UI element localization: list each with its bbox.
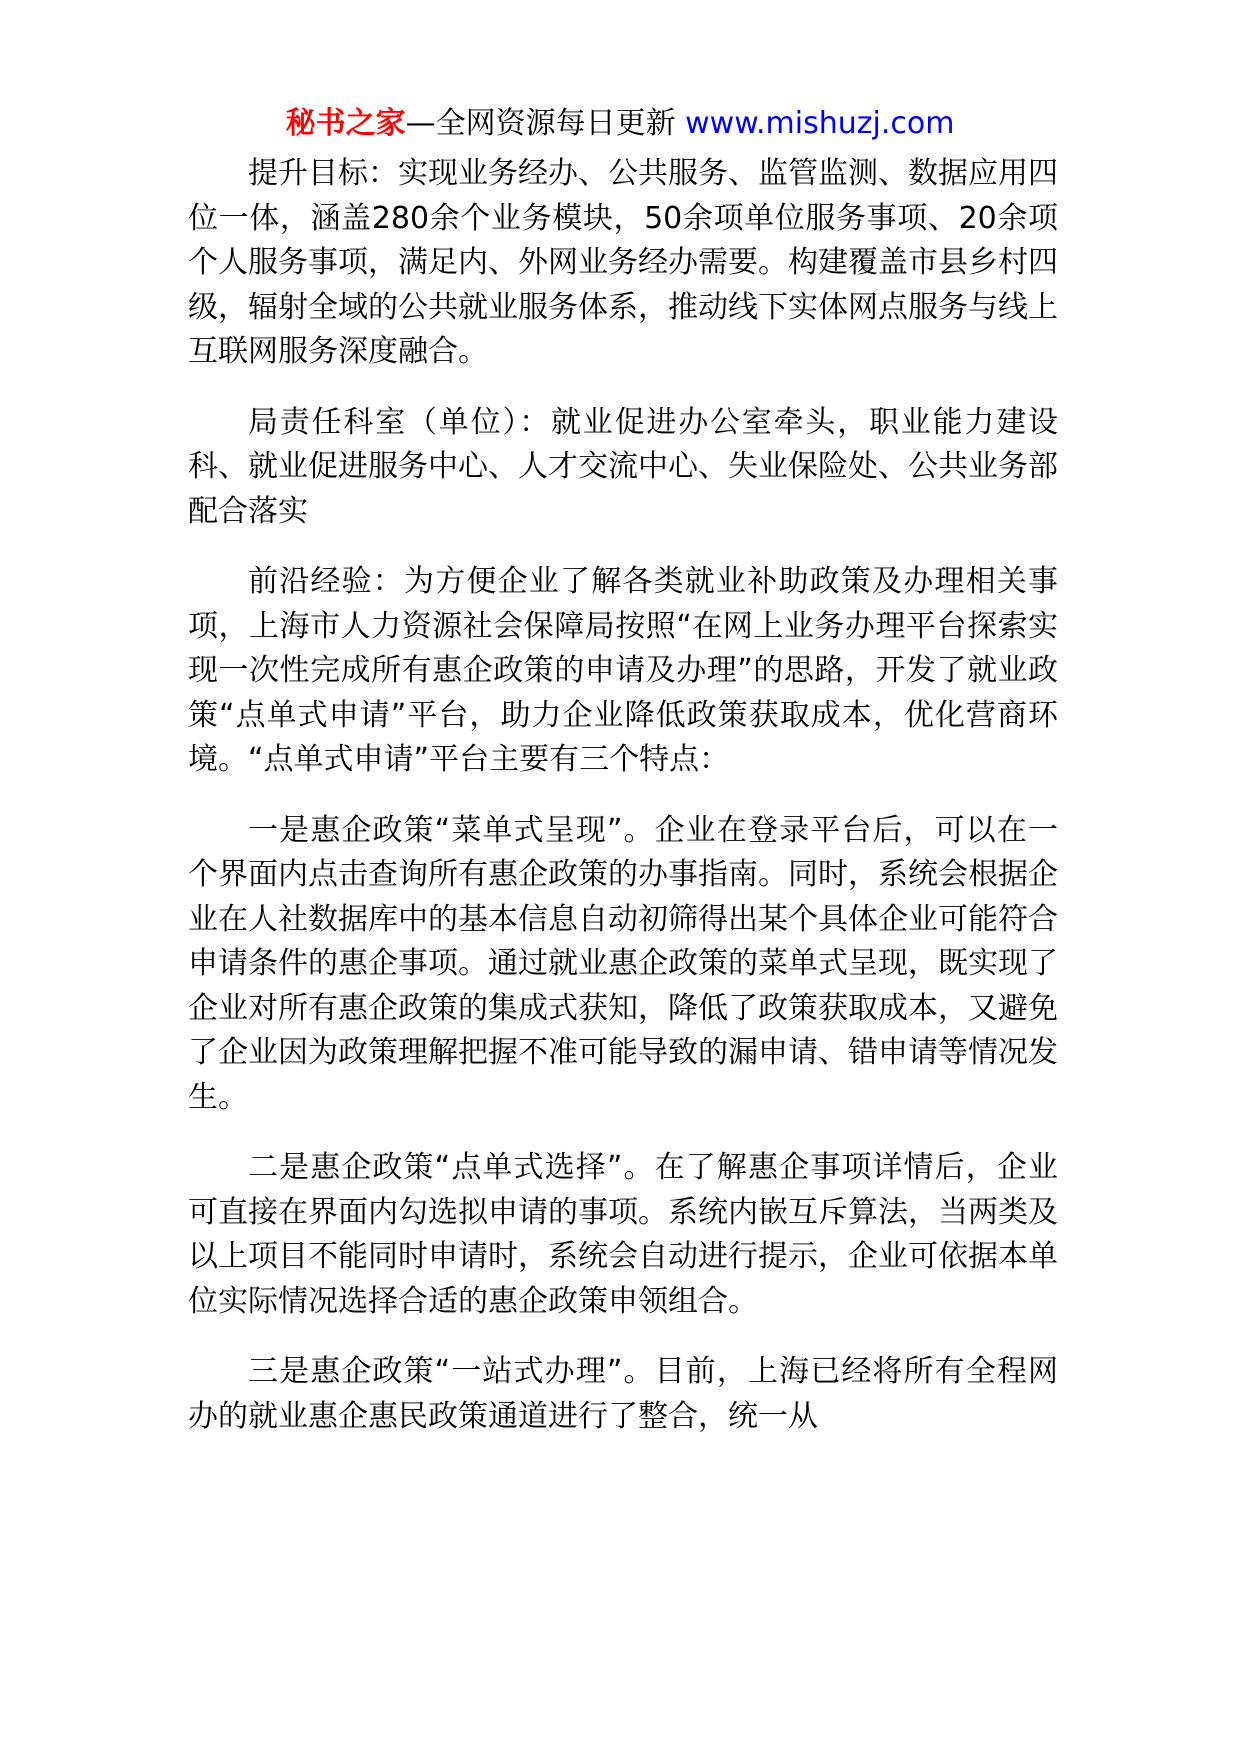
document-body	[188, 152, 1058, 1465]
paragraph-feature-three: 三是惠企政策“一站式办理”。目前，上海已经将所有全程网办的就业惠企惠民政策通道进行了整合，统一从	[188, 1354, 1058, 1434]
brand-name: 秘书之家	[285, 106, 406, 141]
paragraph-responsible-unit: 局责任科室（单位）：就业促进办公室牵头，职业能力建设科、就业促进服务中心、人才交流中心、失业保险处、公共业务部配合落实	[188, 404, 1058, 529]
site-url[interactable]: www.mishuzj.com	[685, 106, 955, 141]
header-tagline: —全网资源每日更新	[405, 106, 686, 141]
paragraph-goal: 提升目标：实现业务经办、公共服务、监管监测、数据应用四位一体，涵盖280余个业务模块，50余项单位服务事项、20余项个人服务事项，满足内、外网业务经办需要。构建覆盖市县乡村四级，辐射全域的公共就业服务体系，推动线下实体网点服务与线上互联网服务深度融合。	[188, 156, 1058, 369]
paragraph-frontier-experience: 前沿经验：为方便企业了解各类就业补助政策及办理相关事项，上海市人力资源社会保障局按照“在网上业务办理平台探索实现一次性完成所有惠企政策的申请及办理”的思路，开发了就业政策“点单式申请”平台，助力企业降低政策获取成本，优化营商环境。“点单式申请”平台主要有三个特点：	[188, 564, 1058, 777]
paragraph-feature-one: 一是惠企政策“菜单式呈现”。企业在登录平台后，可以在一个界面内点击查询所有惠企政策的办事指南。同时，系统会根据企业在人社数据库中的基本信息自动初筛得出某个具体企业可能符合申请条件的惠企事项。通过就业惠企政策的菜单式呈现，既实现了企业对所有惠企政策的集成式获知，降低了政策获取成本，又避免了企业因为政策理解把握不准可能导致的漏申请、错申请等情况发生。	[188, 812, 1058, 1115]
site-header	[0, 104, 1240, 144]
paragraph-feature-two: 二是惠企政策“点单式选择”。在了解惠企事项详情后，企业可直接在界面内勾选拟申请的事项。系统内嵌互斥算法，当两类及以上项目不能同时申请时，系统会自动进行提示，企业可依据本单位实际情况选择合适的惠企政策申领组合。	[188, 1150, 1058, 1319]
